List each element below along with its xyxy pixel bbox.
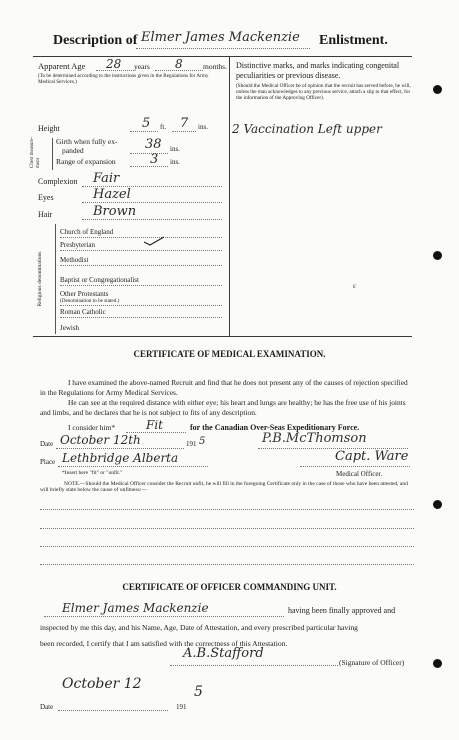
denomination-baptist: Baptist or Congregationalist [60, 276, 139, 284]
distinctive-marks-note: (Should the Medical Officer be of opinion that the recruit has served before, he will, unless the man acknowledges to any previous service, attach a slip to that effect, for the information of the Approving Officer). [236, 83, 411, 101]
medical-date-label: Date [40, 440, 54, 448]
header-prefix: Description of [53, 33, 138, 48]
range-value: 3 [150, 152, 159, 167]
distinctive-marks-heading-2: peculiarities or previous disease. [236, 71, 341, 80]
medical-officer-label: Medical Officer. [336, 470, 383, 478]
hair-label: Hair [38, 210, 53, 219]
binding-hole-top [433, 85, 442, 94]
medical-date-value: October 12th [60, 433, 141, 447]
distinctive-marks-heading-1: Distinctive marks, and marks indicating congenital [236, 61, 400, 70]
age-instructions-note: (To be determined according to the instructions given in the Regulations for Army Medical Services.) [38, 73, 209, 85]
medical-place-value: Lethbridge Alberta [62, 451, 179, 465]
eyes-label: Eyes [38, 193, 54, 202]
binding-hole-lower [433, 500, 442, 509]
commanding-certificate-title: CERTIFICATE OF OFFICER COMMANDING UNIT. [122, 582, 337, 592]
medical-year-value: 5 [199, 436, 206, 447]
height-inches-value: 7 [180, 116, 189, 131]
commanding-line-3: been recorded, I certify that I am satisfied with the correctness of this Attestation. [40, 639, 288, 648]
denomination-other-protestants: Other Protestants [60, 290, 109, 298]
medical-paragraph-1: I have examined the above-named Recruit and find that he does not present any of the causes of rejection specified in the Regulations for Army Medical Services. [40, 378, 408, 397]
stray-pen-mark: ε [353, 282, 356, 290]
age-years-value: 28 [106, 57, 122, 71]
denomination-presbyterian: Presbyterian [60, 241, 95, 249]
girth-unit: ins. [170, 145, 180, 153]
chest-measurement-label: Chest measure-ment [30, 137, 41, 168]
commanding-date-value: October 12 [62, 676, 142, 692]
commanding-officer-signature: A.B.Stafford [183, 646, 264, 661]
months-label: months. [203, 62, 227, 71]
range-unit: ins. [170, 158, 180, 166]
medical-officer-signature: P.B.McThomson [262, 431, 367, 446]
height-label: Height [38, 124, 60, 133]
age-months-value: 8 [175, 57, 183, 71]
binding-hole-bottom [433, 659, 442, 668]
complexion-label: Complexion [38, 177, 78, 186]
apparent-age-label: Apparent Age [38, 61, 86, 71]
denomination-methodist: Methodist [60, 256, 89, 264]
unfitness-note: NOTE.—Should the Medical Officer consider the Recruit unfit, he will fill in the foregoing Certificate only in the case of those who have been attested, and will briefly state below the cause of unfitness:— [40, 481, 408, 494]
commanding-line-1: having been finally approved and [288, 606, 396, 615]
denomination-jewish: Jewish [60, 324, 80, 332]
medical-paragraph-2: He can see at the required distance with either eye; his heart and lungs are healthy; he has the free use of his joints and limbs, and he declares that he is not subject to fits of any description. [40, 398, 406, 417]
presbyterian-checkmark [142, 234, 166, 253]
girth-label-2: panded [62, 146, 84, 155]
girth-label-1: Girth when fully ex- [56, 137, 118, 146]
inches-label: ins. [198, 123, 208, 131]
commanding-date-label: Date [40, 703, 54, 711]
medical-year-label: 191 [186, 440, 197, 448]
medical-officer-rank: Capt. Ware [335, 449, 409, 464]
commanding-year-value: 5 [194, 684, 203, 700]
distinctive-marks-value: 2 Vaccination Left upper [232, 122, 382, 136]
eyes-value: Hazel [93, 187, 131, 202]
height-feet-value: 5 [142, 116, 151, 131]
binding-hole-middle [433, 251, 442, 260]
denomination-other-note: (Denomination to be stated.) [60, 298, 120, 304]
feet-label: ft. [160, 123, 167, 131]
recruit-name-commanding: Elmer James Mackenzie [62, 601, 209, 615]
girth-value: 38 [145, 137, 162, 152]
denomination-church-of-england: Church of England [60, 228, 114, 236]
commanding-year-label: 191 [176, 703, 187, 711]
header-name: Elmer James Mackenzie [141, 30, 300, 45]
denomination-roman-catholic: Roman Catholic [60, 308, 106, 316]
medical-place-label: Place [40, 458, 56, 466]
hair-value: Brown [93, 204, 137, 219]
commanding-line-2: inspected by me this day, and his Name, Age, Date of Attestation, and every prescribed particular having [40, 623, 358, 632]
fitness-value: Fit [146, 418, 163, 432]
range-label: Range of expansion [56, 157, 116, 166]
fit-unfit-footnote: *Insert here "fit" or "unfit." [62, 470, 123, 476]
years-label: years [134, 62, 150, 71]
religious-denominations-label: Religious denominations [37, 251, 43, 307]
medical-certificate-title: CERTIFICATE OF MEDICAL EXAMINATION. [133, 349, 326, 359]
consider-him-post: for the Canadian Over-Seas Expeditionary Force. [190, 423, 360, 432]
consider-him-label: I consider him* [68, 423, 116, 432]
header-suffix: Enlistment. [319, 33, 388, 48]
signature-of-officer-label: (Signature of Officer) [339, 658, 405, 667]
complexion-value: Fair [93, 171, 120, 186]
